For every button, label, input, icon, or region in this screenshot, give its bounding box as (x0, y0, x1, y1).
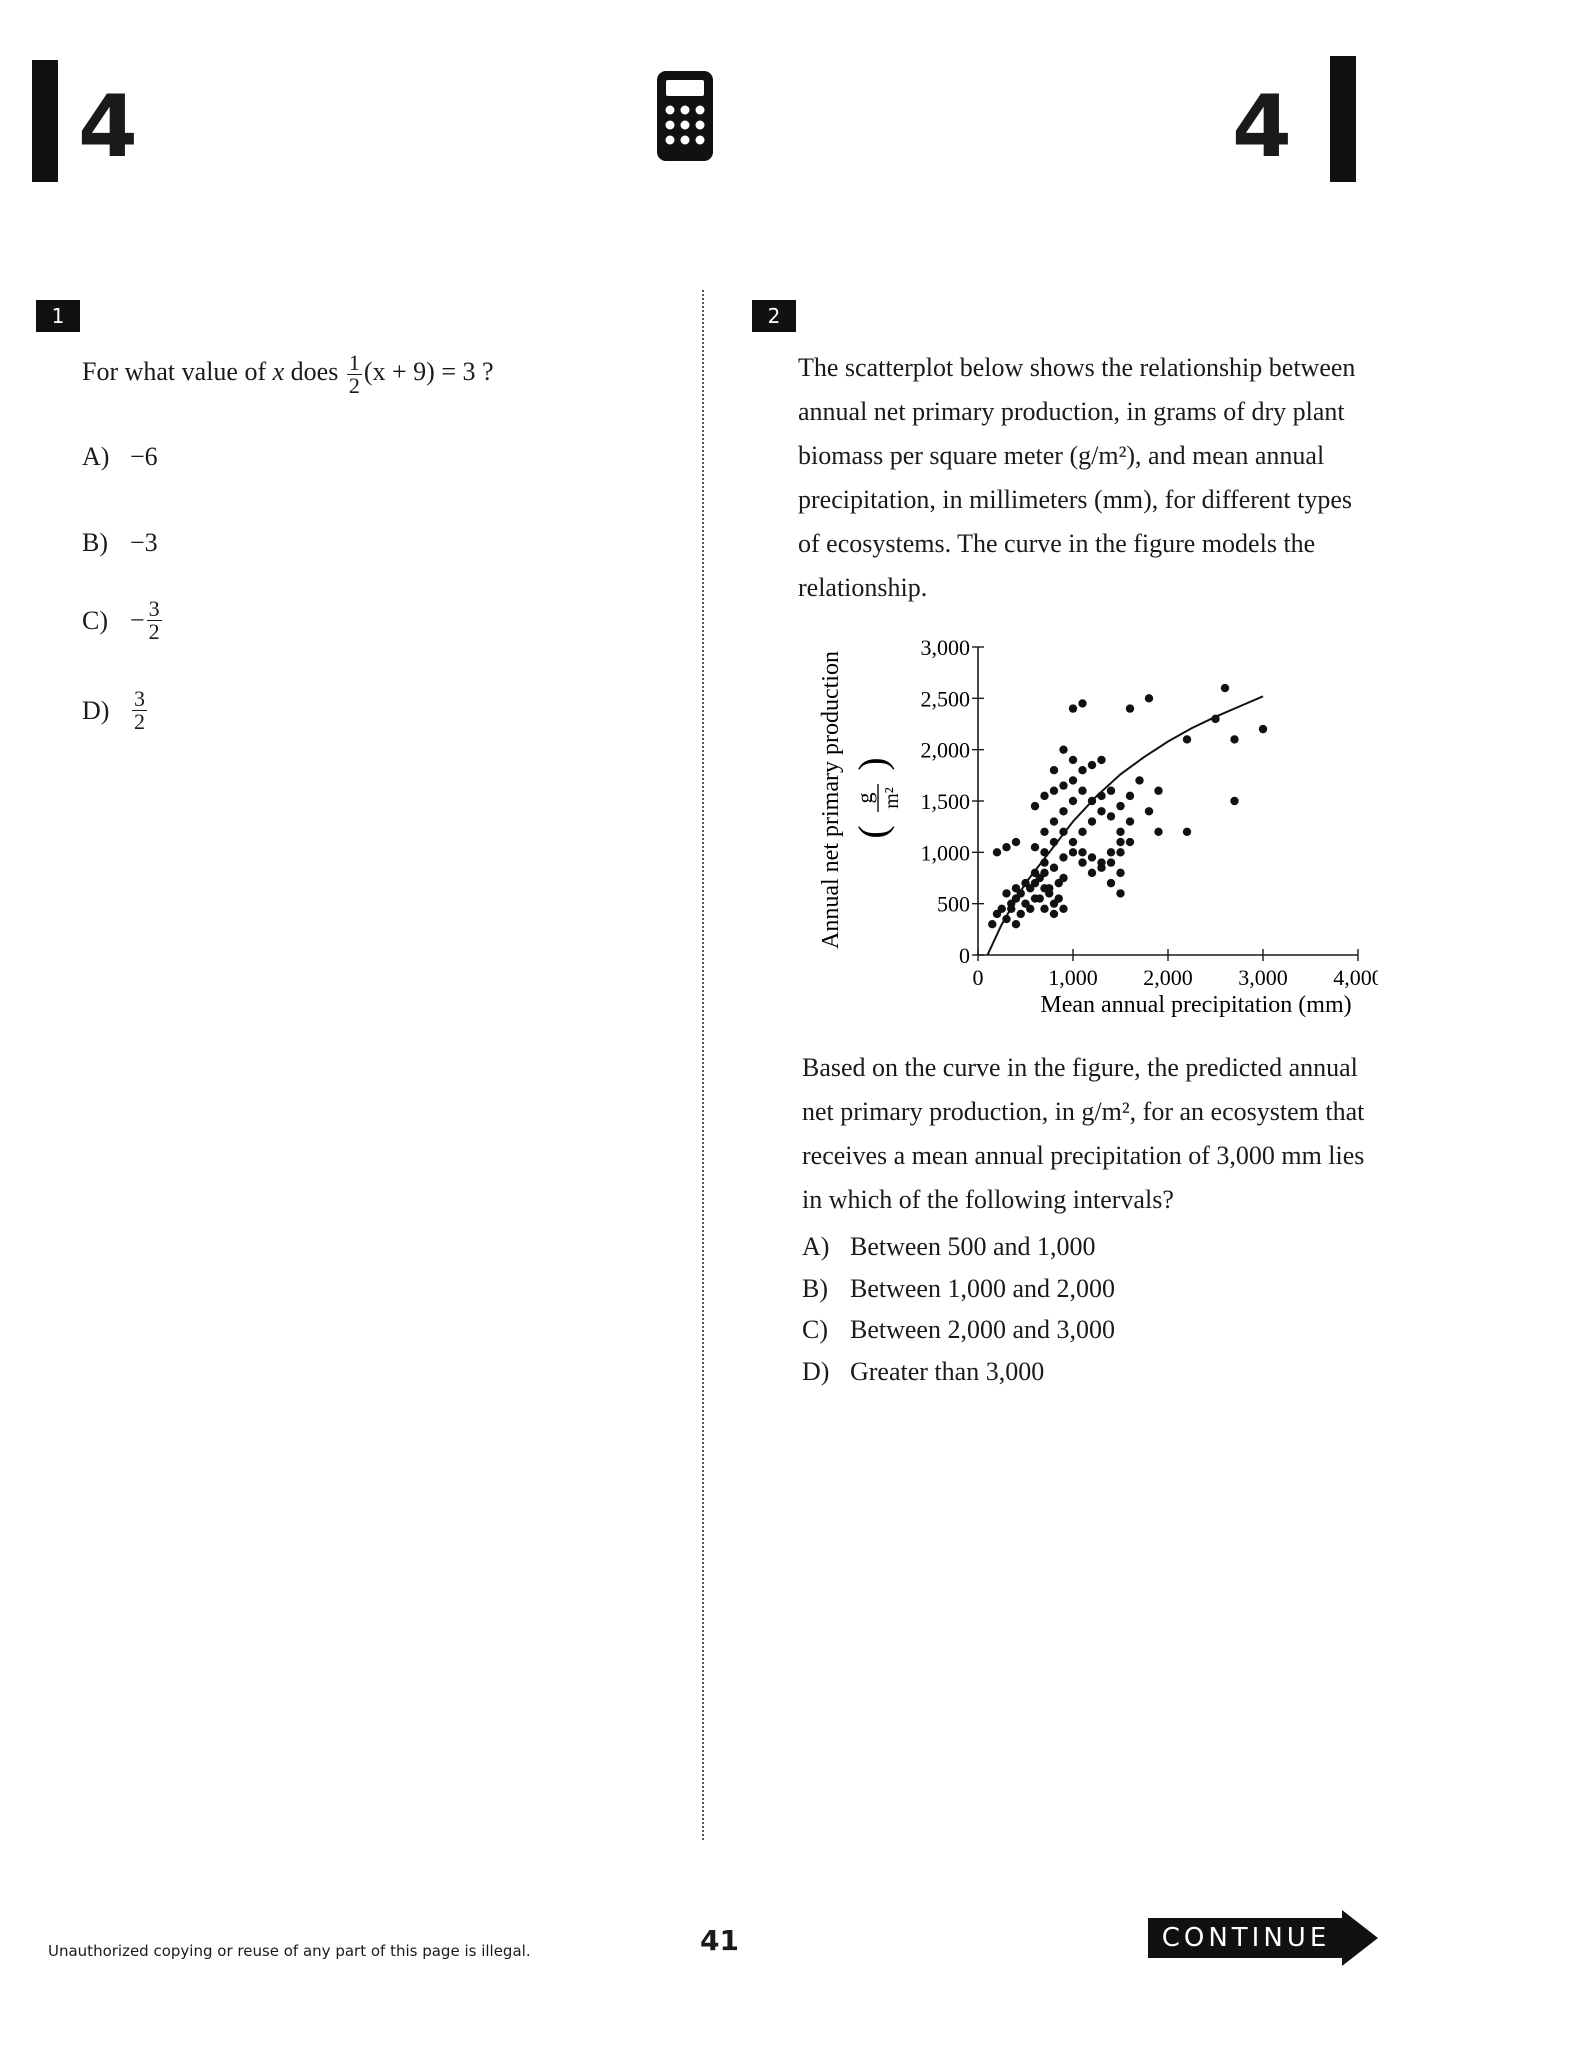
fraction-denominator: 2 (134, 709, 145, 734)
data-point (1050, 766, 1058, 774)
legal-note: Unauthorized copying or reuse of any part of this page is illegal. (48, 1942, 531, 1960)
y-unit-open-paren: ( (850, 825, 895, 839)
x-tick-label: 2,000 (1143, 965, 1193, 990)
x-tick-label: 4,000 (1333, 965, 1378, 990)
data-point (1078, 828, 1086, 836)
equation-rest: (x + 9) = 3 ? (363, 357, 494, 386)
choice-letter: D) (802, 1357, 830, 1386)
question-number-badge: 1 (36, 300, 80, 332)
column-divider (702, 290, 704, 1840)
y-tick-label: 2,500 (920, 686, 970, 712)
choice-text: Between 1,000 and 2,000 (850, 1274, 1116, 1303)
prompt-does: does (290, 357, 339, 386)
data-point (1126, 792, 1134, 800)
fraction-numerator: 3 (148, 596, 160, 621)
data-point (1059, 905, 1067, 913)
data-point (1145, 807, 1153, 815)
data-point (1154, 787, 1162, 795)
data-point (1221, 684, 1229, 692)
arrow-right-icon (1342, 1910, 1378, 1966)
data-point (1154, 828, 1162, 836)
data-point (1116, 848, 1124, 856)
data-point (1107, 848, 1115, 856)
q2-choice-a[interactable] (802, 1232, 1096, 1262)
data-point (1040, 828, 1048, 836)
choice-value: −3 (130, 528, 158, 557)
continue-button[interactable] (1148, 1910, 1378, 1966)
data-point (1059, 807, 1067, 815)
y-unit-numerator: g (852, 792, 877, 804)
page-number: 41 (700, 1924, 739, 1957)
y-axis-label: Annual net primary production (818, 651, 844, 949)
choice-letter: C) (82, 605, 108, 635)
prompt-prefix: For what value of (82, 357, 267, 386)
data-point (1116, 802, 1124, 810)
data-point (1107, 812, 1115, 820)
data-point (1088, 817, 1096, 825)
data-point (1230, 797, 1238, 805)
data-point (1097, 858, 1105, 866)
data-point (1026, 905, 1034, 913)
fraction-numerator: 3 (134, 686, 145, 711)
data-point (1078, 699, 1086, 707)
data-point (1259, 725, 1267, 733)
data-point (1040, 884, 1048, 892)
data-point (1059, 745, 1067, 753)
choice-letter: D) (82, 695, 110, 725)
section-marker-bar-left (32, 60, 58, 182)
data-point (1069, 756, 1077, 764)
q2-choice-d[interactable] (802, 1357, 1044, 1387)
choice-letter: A) (82, 442, 110, 471)
choice-text: Between 2,000 and 3,000 (850, 1315, 1116, 1344)
data-point (1116, 889, 1124, 897)
y-tick-label: 500 (937, 891, 970, 917)
q1-choice-b[interactable] (82, 528, 158, 558)
data-point (1097, 807, 1105, 815)
section-number-right: 4 (1232, 77, 1292, 177)
question-number-badge: 2 (752, 300, 796, 332)
data-point (1069, 776, 1077, 784)
data-point (1126, 817, 1134, 825)
data-point (1069, 797, 1077, 805)
data-point (1002, 843, 1010, 851)
choice-letter: B) (82, 528, 108, 557)
q2-choice-b[interactable] (802, 1274, 1115, 1304)
x-tick-label: 1,000 (1048, 965, 1098, 990)
data-point (1088, 761, 1096, 769)
q2-choice-c[interactable] (802, 1315, 1115, 1345)
y-unit-denominator: m² (881, 787, 903, 809)
data-point (988, 920, 996, 928)
data-point (1012, 920, 1020, 928)
fraction-denominator: 2 (148, 619, 160, 644)
y-axis-unit (850, 757, 903, 838)
data-point (1036, 894, 1044, 902)
data-point (1116, 838, 1124, 846)
data-point (1078, 858, 1086, 866)
data-point (1050, 910, 1058, 918)
data-point (1126, 838, 1134, 846)
data-point (1116, 869, 1124, 877)
data-point (1088, 869, 1096, 877)
choice-text: Greater than 3,000 (850, 1357, 1045, 1386)
data-point (1059, 781, 1067, 789)
q1-choice-a[interactable] (82, 442, 158, 472)
choice-letter: B) (802, 1274, 828, 1303)
data-point (1078, 787, 1086, 795)
data-point (1069, 848, 1077, 856)
data-point (1183, 828, 1191, 836)
y-tick-label: 1,000 (920, 840, 970, 866)
y-tick-label: 3,000 (920, 635, 970, 660)
data-point (1135, 776, 1143, 784)
data-point (998, 905, 1006, 913)
question-1-prompt (82, 350, 494, 397)
data-point (1230, 735, 1238, 743)
fraction-numerator: 1 (348, 349, 360, 375)
data-point (1031, 843, 1039, 851)
data-point (1183, 735, 1191, 743)
data-point (1069, 838, 1077, 846)
data-point (1107, 879, 1115, 887)
y-tick-label: 0 (959, 943, 970, 968)
choice-letter: C) (802, 1315, 828, 1344)
data-point (1012, 884, 1020, 892)
x-tick-label: 3,000 (1238, 965, 1288, 990)
data-point (1059, 853, 1067, 861)
data-point (1069, 704, 1077, 712)
question-2-intro: The scatterplot below shows the relationship between annual net primary production, in grams of dry plant biomass per square meter (g/m²), and mean annual precipitation, in millimeters (mm), for different types of ecosystems. The curve in the figure models the relationship. (798, 353, 1356, 602)
y-tick-label: 1,500 (920, 789, 970, 814)
data-point (1059, 874, 1067, 882)
data-point (1040, 869, 1048, 877)
data-point (993, 848, 1001, 856)
model-curve (988, 696, 1264, 955)
data-point (1050, 817, 1058, 825)
continue-label: CONTINUE (1148, 1918, 1344, 1958)
x-axis-label: Mean annual precipitation (mm) (1040, 992, 1352, 1018)
data-point (1040, 792, 1048, 800)
data-point (1126, 704, 1134, 712)
x-tick-label: 0 (972, 965, 984, 990)
data-point (1017, 910, 1025, 918)
data-point (1078, 766, 1086, 774)
data-point (1031, 802, 1039, 810)
fraction-one-half (347, 349, 362, 398)
data-point (1107, 787, 1115, 795)
data-point (1055, 894, 1063, 902)
scatterplot-chart (798, 620, 1378, 1020)
data-point (1097, 756, 1105, 764)
data-point (1107, 858, 1115, 866)
choice-fraction (132, 688, 147, 733)
q1-choice-c[interactable] (82, 598, 164, 643)
data-point (1116, 828, 1124, 836)
choice-sign: − (130, 605, 145, 635)
data-point (1002, 889, 1010, 897)
choice-value: −6 (130, 442, 158, 471)
data-point (1031, 879, 1039, 887)
plot-area (921, 635, 1379, 990)
data-point (1012, 838, 1020, 846)
data-point (1050, 864, 1058, 872)
question-2-prompt: Based on the curve in the figure, the predicted annual net primary production, in g/m², for an ecosystem that receives a mean annual precipitation of 3,000 mm lies in which of the following intervals? (802, 1053, 1365, 1214)
data-point (1040, 905, 1048, 913)
data-point (1050, 787, 1058, 795)
choice-fraction (147, 598, 162, 643)
choice-text: Between 500 and 1,000 (850, 1232, 1096, 1261)
section-marker-bar-right (1330, 56, 1356, 182)
variable-x: x (272, 357, 285, 386)
choice-letter: A) (802, 1232, 830, 1261)
data-point (1078, 848, 1086, 856)
data-point (1145, 694, 1153, 702)
y-tick-label: 2,000 (920, 737, 970, 763)
section-number-left: 4 (78, 77, 138, 177)
data-point (1088, 853, 1096, 861)
calculator-icon (656, 70, 714, 162)
scatterplot-figure (798, 620, 1378, 1020)
q1-choice-d[interactable] (82, 688, 149, 733)
y-unit-close-paren: ) (850, 757, 895, 771)
fraction-denominator: 2 (348, 372, 360, 398)
